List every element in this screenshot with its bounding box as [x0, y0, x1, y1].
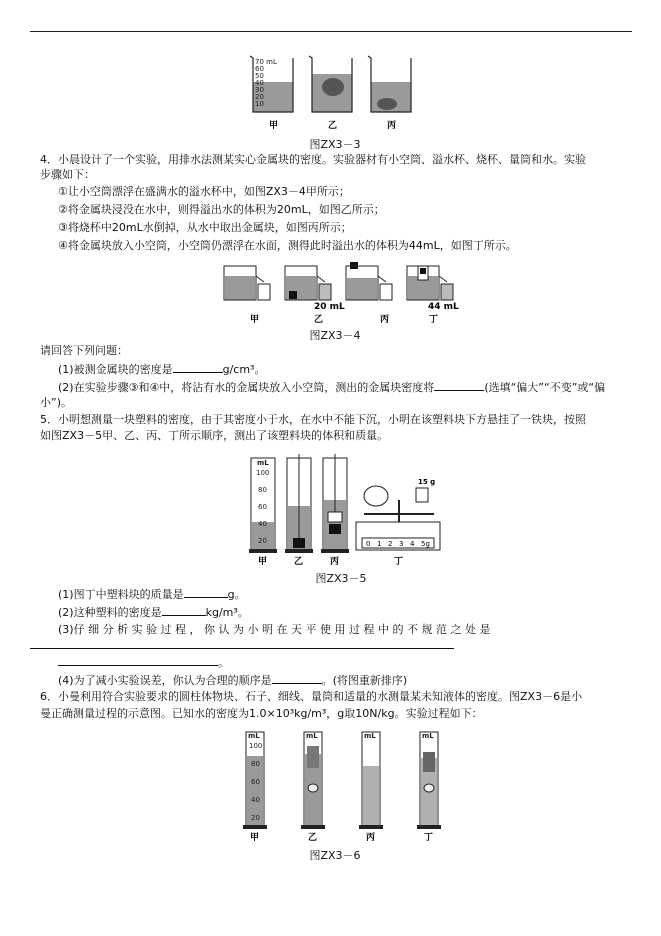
q5-answer-2: [58, 605, 632, 620]
fig6-tick-0: 100: [249, 742, 263, 750]
beaker-bing: [368, 56, 411, 112]
balance-ding: [356, 478, 440, 550]
fig5-label-bing: 丙: [330, 557, 340, 567]
q5-a1-text: (1)图丁中塑料块的质量是: [58, 588, 184, 601]
fig3-tick-0: 70 mL: [255, 58, 277, 66]
fig5-tick-3: 40: [258, 520, 267, 528]
q5-a4-note: 。(将图重新排序): [321, 674, 408, 687]
fig6-tick-2: 60: [251, 778, 260, 786]
fig3-tick-3: 40: [255, 79, 264, 87]
q4-step-1: ①让小空筒漂浮在盛满水的溢水杯中，如图ZX3－4甲所示；: [58, 185, 350, 198]
q5-a1-blank[interactable]: [184, 587, 228, 598]
cylinder-bing: [321, 454, 349, 553]
q4-answer-2: [58, 380, 632, 395]
fig5-label-yi: 乙: [294, 557, 304, 567]
fig3-tick-1: 60: [255, 65, 264, 73]
beaker-yi: [309, 56, 352, 112]
fig3-label-jia: 甲: [269, 121, 279, 131]
q5-a4-text: (4)为了减小实验误差，你认为合理的顺序是: [58, 674, 272, 687]
fig5-caption: 图ZX3－5: [315, 572, 367, 585]
q4-step-3: ③将烧杯中20mL水倒掉，从水中取出金属块，如图丙所示；: [58, 221, 352, 234]
fig4-label-yi: 乙: [314, 315, 324, 325]
fig5-tick-4: 20: [258, 537, 267, 545]
q4-a2-text: (2)在实验步骤③和④中，将沾有水的金属块放入小空筒，测出的金属块密度将: [58, 381, 435, 394]
figure-zx3-4: [222, 262, 462, 326]
fig4-vol-ding: 44 mL: [428, 302, 459, 312]
fig5-unit-jia: mL: [257, 459, 269, 467]
fig6-label-bing: 丙: [366, 833, 376, 843]
fig5-scale-5: 5g: [421, 540, 430, 548]
q4-ask: 请回答下列问题：: [40, 344, 128, 357]
fig6-label-ding: 丁: [424, 833, 434, 843]
q5-intro-2: 如图ZX3－5甲、乙、丙、丁所示顺序，测出了该塑料块的体积和质量。: [40, 429, 389, 442]
q6-intro-1: 6．小曼利用符合实验要求的圆柱体物块、石子、细线、量筒和适量的水测量某未知液体的密度。图ZX3－6是小: [40, 690, 583, 703]
fig6-tick-4: 20: [251, 814, 260, 822]
cylinder-yi: [285, 454, 313, 553]
fig6-caption: 图ZX3－6: [309, 849, 361, 862]
fig3-tick-5: 20: [255, 93, 264, 101]
overflow-cup-jia: [224, 266, 270, 300]
header-rule: [30, 31, 632, 32]
overflow-cup-yi: [285, 266, 331, 300]
q5-a2-unit: kg/m³。: [205, 606, 249, 619]
q5-a2-text: (2)这种塑料的密度是: [58, 606, 162, 619]
q4-a2-options: (选填“偏大”“不变”或“偏: [484, 381, 606, 394]
fig6-unit-ding: mL: [422, 732, 434, 740]
fig5-scale-3: 3: [399, 540, 404, 548]
figure-zx3-3: [245, 52, 415, 134]
fig6-unit-yi: mL: [306, 732, 318, 740]
q6-intro-2: 曼正确测量过程的示意图。已知水的密度为1.0×10³kg/m³，g取10N/kg。实验过程如下：: [40, 707, 483, 720]
fig5-tick-0: 100: [256, 469, 270, 477]
q5-answer-4: [58, 673, 632, 688]
q5-a3-blank-line[interactable]: [30, 638, 454, 649]
fig3-label-yi: 乙: [328, 121, 338, 131]
figure-zx3-5: [244, 450, 444, 568]
q5-a4-blank[interactable]: [272, 673, 322, 684]
q4-answer-2-cont: 小”)。: [40, 396, 72, 409]
q5-a3-period: 。: [218, 656, 229, 669]
q5-a1-unit: g。: [227, 588, 246, 601]
q4-step-2: ②将金属块浸没在水中，则得溢出水的体积为20mL，如图乙所示；: [58, 203, 385, 216]
q4-a1-blank[interactable]: [173, 362, 223, 373]
figure-zx3-6: [228, 726, 453, 844]
fig6-label-jia: 甲: [250, 833, 260, 843]
q4-answer-1: [58, 362, 632, 377]
fig3-label-bing: 丙: [387, 121, 397, 131]
q5-answer-1: [58, 587, 632, 602]
fig4-label-jia: 甲: [250, 315, 260, 325]
fig3-tick-4: 30: [255, 86, 264, 94]
fig5-scale-0: 0: [366, 540, 371, 548]
fig6-tick-3: 40: [251, 796, 260, 804]
fig5-scale-2: 2: [388, 540, 393, 548]
fig5-tick-2: 60: [258, 503, 267, 511]
overflow-cup-ding: [407, 266, 453, 300]
fig3-caption: 图ZX3－3: [309, 138, 361, 151]
fig3-tick-6: 10: [255, 100, 264, 108]
q4-step-4: ④将金属块放入小空筒，小空筒仍漂浮在水面，测得此时溢出水的体积为44mL，如图丁所示。: [58, 239, 517, 252]
q5-answer-3-end: [58, 655, 632, 670]
cylinder6-ding: [417, 732, 441, 829]
fig4-caption: 图ZX3－4: [309, 329, 361, 342]
fig5-scale-1: 1: [377, 540, 382, 548]
cylinder6-yi: [301, 732, 325, 829]
q4-a1-unit: g/cm³。: [222, 363, 266, 376]
q4-a2-blank[interactable]: [434, 380, 484, 391]
q5-intro-1: 5．小明想测量一块塑料的密度，由于其密度小于水，在水中不能下沉，小明在该塑料块下方悬挂了一铁块，按照: [40, 413, 586, 426]
fig4-label-ding: 丁: [429, 315, 439, 325]
fig6-label-yi: 乙: [308, 833, 318, 843]
fig6-tick-1: 80: [251, 760, 260, 768]
fig5-tick-1: 80: [258, 486, 267, 494]
fig3-tick-2: 50: [255, 72, 264, 80]
q5-a2-blank[interactable]: [162, 605, 206, 616]
fig6-unit-jia: mL: [248, 732, 260, 740]
fig6-unit-bing: mL: [364, 732, 376, 740]
q4-a1-text: (1)被测金属块的密度是: [58, 363, 173, 376]
q5-answer-3: (3)仔 细 分 析 实 验 过 程 ， 你 认 为 小 明 在 天 平 使 用 过 程 中 的 不 规 范 之 处 是: [58, 623, 491, 636]
q5-a3-blank-end[interactable]: [58, 655, 218, 666]
q4-intro-2: 步骤如下：: [40, 168, 95, 181]
fig5-label-ding: 丁: [394, 557, 404, 567]
fig5-label-jia: 甲: [258, 557, 268, 567]
q4-intro-1: 4．小晨设计了一个实验，用排水法测某实心金属块的密度。实验器材有小空筒、溢水杯、烧杯、量筒和水。实验: [40, 153, 586, 166]
overflow-cup-bing: [346, 262, 392, 300]
fig5-scale-4: 4: [410, 540, 415, 548]
cylinder6-bing: [359, 732, 383, 829]
fig4-label-bing: 丙: [380, 315, 390, 325]
fig5-weight-label: 15 g: [418, 478, 436, 486]
fig4-vol-yi: 20 mL: [314, 302, 345, 312]
